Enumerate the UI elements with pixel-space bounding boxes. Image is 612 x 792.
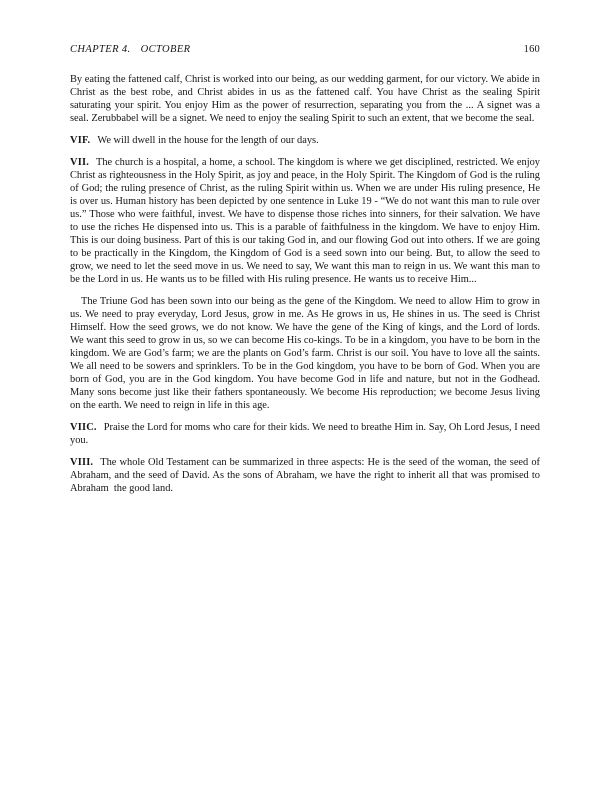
paragraph-viii bbox=[70, 456, 540, 495]
paragraph-label: VII. bbox=[70, 157, 89, 168]
paragraph-viic bbox=[70, 421, 540, 447]
chapter-title: OCTOBER bbox=[140, 44, 191, 55]
paragraph-text: We will dwell in the house for the length of our days. bbox=[97, 135, 319, 146]
paragraph-label: VIF. bbox=[70, 135, 91, 146]
paragraph-text: By eating the fattened calf, Christ is worked into our being, as our wedding garment, for our victory. We abide in Christ as the best robe, and Christ abides in us as the fattened calf. You have Christ as the sealing Spirit saturating your spirit. You enjoy Him as the power of resurrection, separating you from the ... A signet was a seal. Zerubbabel will be a signet. We need to enjoy the sealing Spirit to such an extent, that we become the seal. bbox=[70, 74, 540, 124]
paragraph-text: Praise the Lord for moms who care for their kids. We need to breathe Him in. Say, Oh Lord Jesus, I need you. bbox=[70, 422, 540, 446]
paragraph-label: VIIC. bbox=[70, 422, 97, 433]
paragraph-vif bbox=[70, 134, 540, 147]
running-header bbox=[70, 44, 540, 56]
page-content bbox=[70, 44, 540, 495]
chapter-label: CHAPTER 4. bbox=[70, 44, 131, 55]
paragraph-text: The church is a hospital, a home, a school. The kingdom is where we get disciplined, restricted. We enjoy Christ as righteousness in the Holy Spirit, as joy and peace, in the Holy Spirit. The Kingdom of God is the ruling of God; the ruling presence of Christ, as the ruling Spirit within us. When we are under His ruling presence, He is over us. Human history has been depicted by one sentence in Luke 19 - “We do not want this man to rule over us.” Those who were faithful, invest. We have to dispense those riches into sinners, for their salvation. We have to use the riches He dispensed into us. This is a parable of faithfulness in the kingdom. We have to enjoy Him. This is our doing business. Part of this is our taking God in, and our flowing God out into others. If we are going to be practically in the Kingdom, the Kingdom of God is a seed sown into our being. But, to allow the seed to grow, we need to let the seed move in us. We need to say, We want this man to reign in us. We want this man to be the Lord in us. He wants us to be filled with His ruling presence. He wants us to receive Him... bbox=[70, 157, 540, 285]
paragraph-text: The whole Old Testament can be summarized in three aspects: He is the seed of the woman, the seed of Abraham, and the seed of David. As the sons of Abraham, we have the right to inherit all that was promised to Abraham the good land. bbox=[70, 457, 540, 494]
paragraph-triune-god bbox=[70, 295, 540, 412]
paragraph-continuation bbox=[70, 73, 540, 125]
page-body bbox=[70, 73, 540, 495]
paragraph-text: The Triune God has been sown into our being as the gene of the Kingdom. We need to allow Him to grow in us. We need to pray everyday, Lord Jesus, grow in me. As He grows in us, He shines in us. The seed is Christ Himself. How the seed grows, we do not know. We have the gene of the King of kings, and the Lord of lords. We want this seed to grow in us, so we can become His co-kings. To be in a kingdom, you have to be born in the kingdom. We are God’s farm; we are the plants on God’s farm. Christ is our soil. You have to love all the saints. We all need to be sowers and sprinklers. To be in the God kingdom, you have to be born of God. When you are born of God, you are in the God kingdom. You have become God in life and nature, but not in the Godhead. Many sons become just like their fathers spontaneously. We become His reproduction; we become Jesus living on the earth. We need to reign in life in this age. bbox=[70, 296, 540, 411]
page-number: 160 bbox=[523, 44, 540, 55]
chapter-heading bbox=[70, 44, 190, 56]
paragraph-vii bbox=[70, 156, 540, 286]
paragraph-label: VIII. bbox=[70, 457, 94, 468]
